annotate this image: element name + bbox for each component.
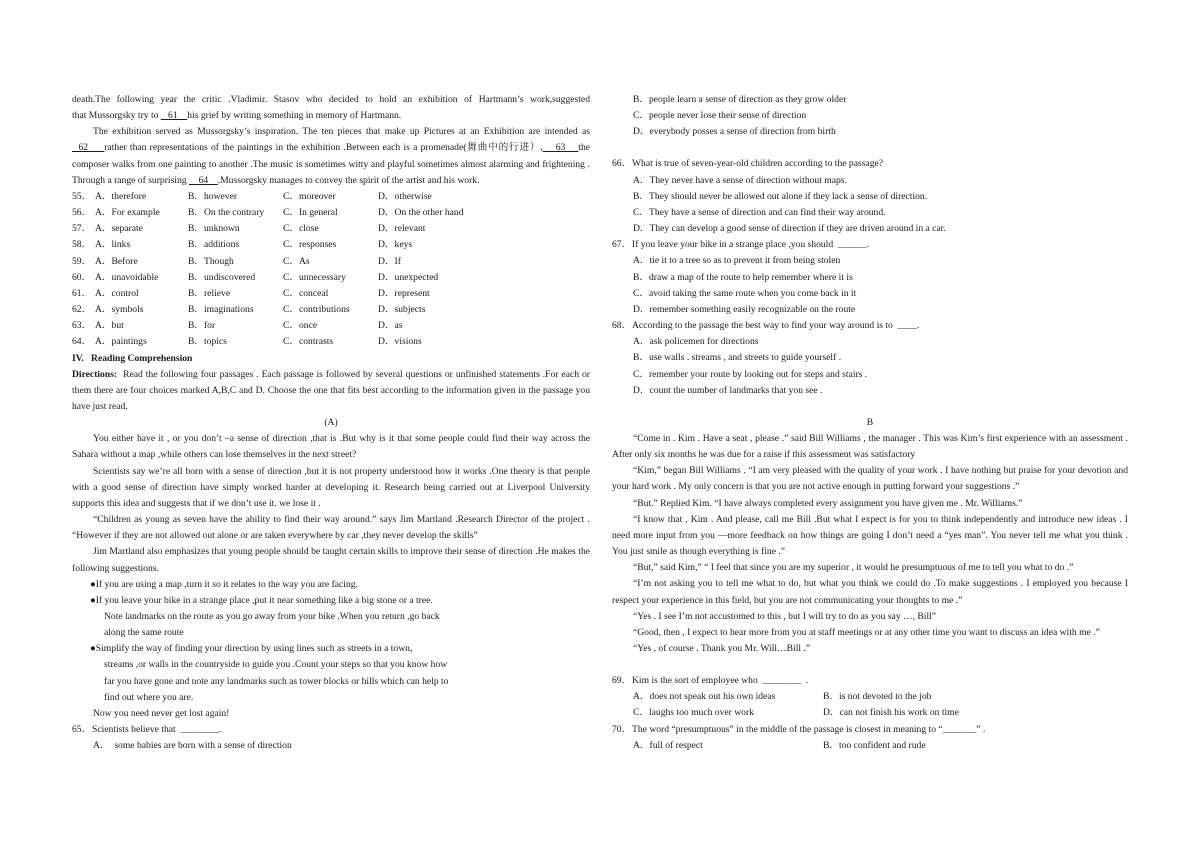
option-d: D．subjects (378, 304, 426, 316)
question-67 (612, 237, 1128, 253)
option-b: B．for (188, 320, 216, 332)
option-d: D．relevant (378, 223, 426, 235)
option-b: B．On the contrary (188, 207, 265, 219)
option-c: C．once (283, 320, 318, 332)
directions-text: Read the following four passages . Each passage is followed by several questions or unfinished statements .For each or them there are four choices marked A,B,C and D. Choose the one that fits best according to the information given in the passage you have just read. (72, 368, 593, 412)
closing-line: Now you need never get lost again! (93, 707, 230, 719)
passage-b-paragraph: “I’m not asking you to tell me what to do, but what you think we could do .To make suggestions . I employed you because I respect your experience in this field, but you are not communicating your thoughts to me .” (612, 578, 1128, 606)
suggestion-cont: find out where you are. (104, 691, 194, 703)
blank-64 (189, 175, 218, 186)
question-68 (612, 318, 1128, 334)
passage-b-paragraph: “Come in . Kim . Have a seat , please .” said Bill Williams , the manager . This was Kim’s first experience with an assessment . After only six months he was due for a raise if this assessment was satisfactory (612, 432, 1128, 461)
option-b: B．too confident and rude (823, 739, 926, 751)
blank-number: 61 (168, 110, 178, 122)
text-run: rather than representations of the paintings in the exhibition .Between each is a promenade(舞曲中的行进）, (104, 142, 543, 154)
option-a: A．ask policemen for directions (633, 336, 759, 348)
option-c: C．As (283, 255, 310, 267)
option-d: D．count the number of landmarks that you see . (633, 384, 823, 396)
passage-b-paragraph: “Kim,” began Bill Williams . “I am very pleased with the quality of your work . I have nothing but praise for your devotion and your hard work . My only concern is that you are not active enough in putting forward your suggestions .” (612, 465, 1128, 493)
suggestion-bullet: ●If you leave your bike in a strange place ,put it near something like a big stone or a tree. (90, 594, 433, 606)
text-run: The exhibition served as Mussorgsky’s inspiration. The ten pieces that make up Pictures at an Exhibition are intended as (93, 126, 590, 138)
passage-a-paragraph: Jim Martland also emphasizes that young people should be taught certain skills to improve their sense of direction .He makes the following suggestions. (72, 546, 590, 574)
option-a: A． some babies are born with a sense of direction (93, 740, 292, 752)
question-number: 70． (612, 723, 632, 735)
question-70 (612, 722, 1128, 738)
blank-63 (543, 142, 579, 153)
option-row (72, 334, 590, 350)
option-c: C．moreover (283, 190, 336, 202)
passage-a-paragraph: “Children as young as seven have the ability to find their way around.” says Jim Martland .Research Director of the project . “However if they are not allowed out alone or are taken everywhere by car ,they never develop the skills” (72, 514, 590, 542)
option-row (72, 286, 590, 302)
option-a: A．tie it to a tree so as to prevent it from being stolen (633, 255, 841, 267)
question-number: 66． (612, 158, 632, 170)
spacer (612, 140, 1128, 156)
section-title: IV. Reading Comprehension (72, 352, 193, 364)
question-text: Kim is the sort of employee who ________ . (632, 675, 809, 687)
option-row (612, 738, 1128, 754)
spacer (612, 657, 1128, 673)
suggestion-bullet: ●If you are using a map ,turn it so it relates to the way you are facing. (90, 578, 358, 590)
option-row (612, 689, 1128, 705)
option-b: B．relieve (188, 287, 231, 299)
option-d: D．can not finish his work on time (823, 707, 959, 719)
passage-b-paragraph: “Good, then , I expect to hear more from you at staff meetings or at any other time you want to discuss an idea with me .” (633, 626, 1100, 638)
option-a: A．links (95, 239, 131, 251)
question-66 (612, 156, 1128, 172)
option-a: A．but (95, 320, 124, 332)
option-c: C．people never lose their sense of direction (633, 110, 807, 122)
passage-b-paragraph: “I know that , Kim . And please, call me Bill .But what I expect is for you to think independently and introduce new ideas . I need more input from you —more feedback on how things are going I don’t need a “yes man”. You never tell me what you think . You just smile as though everything is fine .” (612, 513, 1128, 558)
option-a: A．does not speak out his own ideas (633, 691, 776, 703)
cloze-options (72, 189, 590, 351)
option-d: D．keys (378, 239, 413, 251)
option-b: B．unknown (188, 223, 240, 235)
passage-b-paragraph: “But.” Replied Kim. “I have always completed every assignment you have given me . Mr. Williams.” (633, 497, 1023, 509)
option-a: A．full of respect (633, 739, 703, 751)
question-text: What is true of seven-year-old children according to the passage? (632, 158, 884, 170)
option-c: C．laughs too much over work (633, 707, 754, 719)
suggestion-bullet: ●Simplify the way of finding your direction by using lines such as streets in a town, (90, 643, 413, 655)
option-d: D．unexpected (378, 271, 439, 283)
blank-62 (72, 142, 104, 153)
option-a: A．paintings (95, 336, 147, 348)
text-line: his grief by writing something in memory of Hartmann. (187, 110, 402, 122)
question-number: 55． (72, 190, 92, 202)
question-number: 60． (72, 271, 92, 283)
text-run: .Mussorgsky manages to convey the spirit of the artist and his work. (217, 174, 480, 186)
text-run: the composer walks from one painting to another .The music is sometimes witty and playful sometimes almost alarming and frightening . Through a range of surprising (72, 142, 591, 186)
passage-b-paragraph: “But,” said Kim,” “ I feel that since you are my superior , it would he presumptuous of me to tell you what to do .” (633, 562, 1074, 574)
option-b: B．additions (188, 239, 240, 251)
option-a: A．therefore (95, 190, 147, 202)
option-c: C．In general (283, 207, 338, 219)
left-column (72, 92, 593, 754)
option-b: B．however (188, 190, 238, 202)
question-number: 68． (612, 320, 632, 332)
suggestion-cont: along the same route (104, 627, 184, 639)
question-number: 57． (72, 223, 92, 235)
question-69 (612, 673, 1128, 689)
option-d: D．as (378, 320, 403, 332)
option-a: A．Before (95, 255, 138, 267)
blank-number: 63 (555, 142, 566, 154)
option-row (72, 318, 590, 334)
question-text: If you leave your bike in a strange place ,you should ______. (632, 239, 870, 251)
question-number: 69． (612, 675, 632, 687)
option-row (72, 189, 590, 205)
passage-b-paragraph: “Yes , of course . Thank you Mr. Will…Bill .” (633, 643, 811, 654)
option-a: A．They never have a sense of direction without maps. (633, 174, 847, 186)
option-d: D．represent (378, 287, 430, 299)
option-c: C．close (283, 223, 319, 235)
paragraph-intro (72, 92, 590, 108)
spacer (612, 399, 1128, 415)
blank-number: 64 (198, 174, 209, 186)
option-row (612, 705, 1128, 721)
option-b: B．people learn a sense of direction as they grow older (633, 94, 847, 105)
question-number: 61． (72, 287, 92, 299)
option-b: B．use walls . streams , and streets to guide yourself . (633, 352, 842, 364)
option-row (72, 270, 590, 286)
question-number: 58． (72, 239, 92, 251)
option-d: D．everybody posses a sense of direction from birth (633, 126, 836, 138)
question-65 (72, 722, 590, 738)
option-b: B．draw a map of the route to help remember where it is (633, 271, 853, 283)
option-b: B．They should never be allowed out alone if they lack a sense of direction. (633, 190, 928, 202)
passage-b-paragraph: “Yes . I see I’m not accustomed to this , but I will try to do as you say …, Bill” (633, 610, 937, 622)
option-c: C．They have a sense of direction and can find their way around. (633, 206, 886, 218)
option-a: A．unavoidable (95, 271, 159, 283)
option-b: B．Though (188, 255, 234, 267)
option-row (72, 254, 590, 270)
option-b: B．imaginations (188, 304, 254, 316)
suggestion-cont: far you have gone and note any landmarks such as tower blocks or hills which can help to (104, 675, 449, 687)
directions-label: Directions: (72, 368, 118, 380)
blank-61 (161, 110, 187, 121)
passage-a-paragraph: You either have it , or you don’t –a sense of direction ,that is .But why is it that some people could find their way across the Sahara without a map ,while others can lose themselves in the next street? (72, 433, 590, 461)
option-b: B．is not devoted to the job (823, 691, 932, 703)
option-d: D．On the other hand (378, 207, 464, 219)
suggestion-cont: Note landmarks on the route as you go away from your bike .When you return ,go back (104, 611, 440, 622)
option-c: C．remember your route by looking out for steps and stairs . (633, 368, 868, 380)
option-a: A．symbols (95, 304, 144, 316)
option-d: D．remember something easily recognizable on the route (633, 303, 856, 315)
option-a: A．control (95, 287, 139, 299)
question-number: 64． (72, 336, 92, 348)
question-number: 67． (612, 239, 632, 251)
option-row (72, 302, 590, 318)
option-c: C．contributions (283, 304, 350, 316)
directions (72, 367, 593, 415)
option-row (72, 237, 590, 253)
option-d: D．otherwise (378, 190, 432, 202)
question-number: 63． (72, 320, 92, 332)
option-d: D．If (378, 255, 401, 267)
passage-a-label: (A) (324, 417, 338, 429)
option-c: C．conceal (283, 287, 329, 299)
option-a: A．separate (95, 223, 143, 235)
question-text: According to the passage the best way to find your way around is to ____. (632, 320, 920, 332)
question-number: 59． (72, 255, 92, 267)
option-d: D．visions (378, 336, 422, 348)
paragraph-intro-cont (72, 108, 590, 124)
paragraph-exhibition (72, 124, 590, 189)
question-number: 62． (72, 304, 92, 316)
option-c: C．unnecessary (283, 271, 346, 283)
option-b: B．topics (188, 336, 227, 348)
option-c: C．contrasts (283, 336, 334, 348)
suggestion-cont: streams ,or walls in the countryside to guide you .Count your steps so that you know how (104, 659, 448, 671)
text-line: death.The following year the critic .Vladimir. Stasov who decided to hold an exhibition of Hartmann’s work,suggested (72, 94, 590, 105)
question-text: The word “presumptuous” in the middle of the passage is closest in meaning to “_______” . (632, 723, 986, 735)
blank-number: 62 (78, 142, 89, 154)
option-c: C．avoid taking the same route when you come back in it (633, 287, 857, 299)
option-c: C．responses (283, 239, 337, 251)
option-b: B．undiscovered (188, 271, 256, 283)
question-number: 56． (72, 207, 92, 219)
option-row (72, 221, 590, 237)
option-row (72, 205, 590, 221)
text-line: that Mussorgsky try to (72, 110, 161, 122)
passage-a-paragraph: Scientists say we’re all born with a sense of direction ,but it is not property understood how it works .One theory is that people with a good sense of direction have simply worked harder at developing it. Research being carried out at Liverpool University supports this idea and suggests that if we don’t use it. we lose it . (72, 465, 590, 509)
option-a: A．For example (95, 207, 160, 219)
question-number: 65． (72, 724, 92, 736)
option-d: D．They can develop a good sense of direction if they are driven around in a car. (633, 223, 946, 235)
question-text: Scientists believe that ________. (92, 724, 222, 736)
right-column (612, 92, 1128, 754)
passage-b-label: B (866, 416, 874, 428)
